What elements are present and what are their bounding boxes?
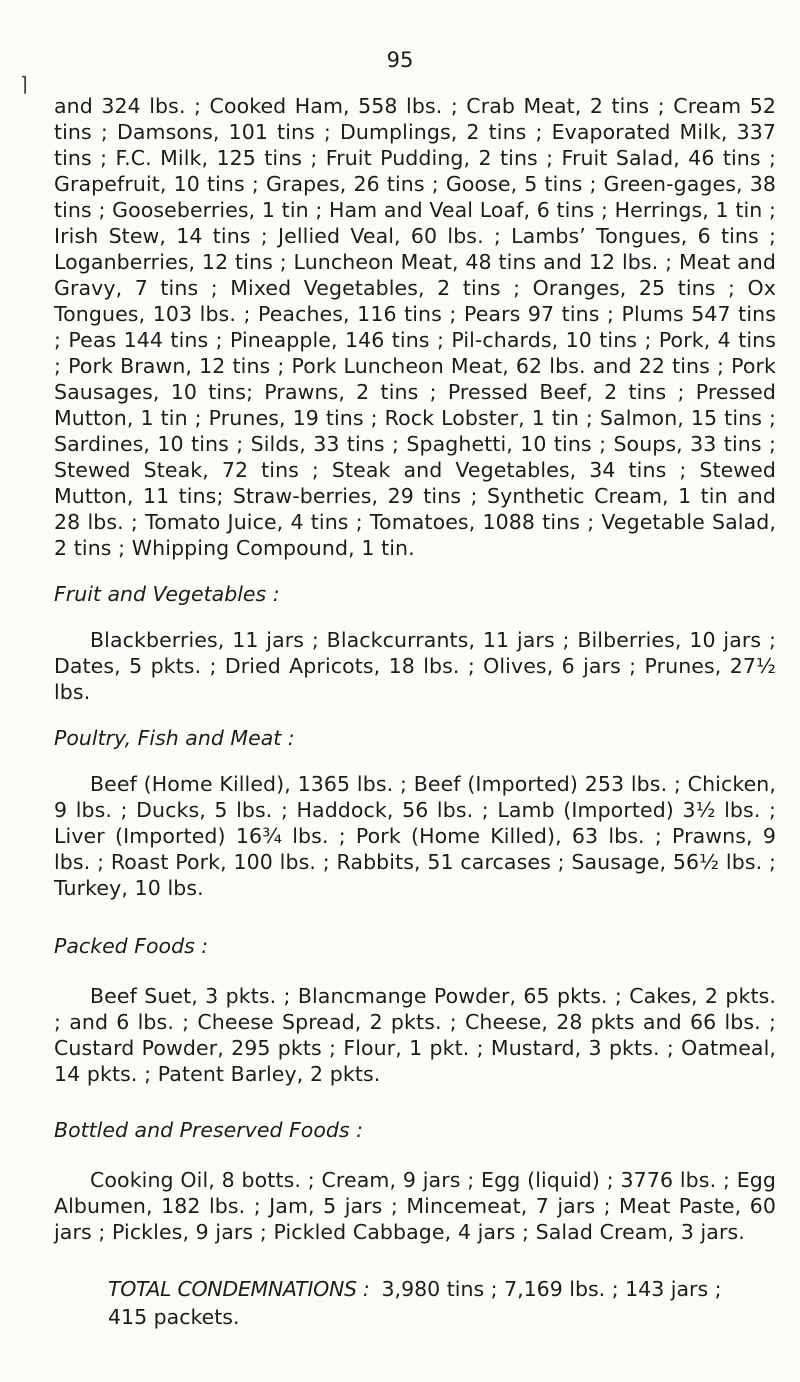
section-body-fruit-vegetables: Blackberries, 11 jars ; Blackcurrants, 11 jars ; Bilberries, 10 jars ; Dates, 5 pkts. ; Dried Apricots, 18 lbs. ; Olives, 6 jars ; Prunes, 27½ lbs. <box>54 628 776 704</box>
section-heading-packed-foods: Packed Foods : <box>54 934 209 958</box>
intro-paragraph: and 324 lbs. ; Cooked Ham, 558 lbs. ; Crab Meat, 2 tins ; Cream 52 tins ; Damsons, 101 tins ; Dumplings, 2 tins ; Evaporated Milk, 337 tins ; F.C. Milk, 125 tins ; Fruit Pudding, 2 tins ; Fruit Salad, 46 tins ; Grapefruit, 10 tins ; Grapes, 26 tins ; Goose, 5 tins ; Green-gages, 38 tins ; Gooseberries, 1 tin ; Ham and Veal Loaf, 6 tins ; Herrings, 1 tin ; Irish Stew, 14 tins ; Jellied Veal, 60 lbs. ; Lambs’ Tongues, 6 tins ; Loganberries, 12 tins ; Luncheon Meat, 48 tins and 12 lbs. ; Meat and Gravy, 7 tins ; Mixed Vegetables, 2 tins ; Oranges, 25 tins ; Ox Tongues, 103 lbs. ; Peaches, 116 tins ; Pears 97 tins ; Plums 547 tins ; Peas 144 tins ; Pineapple, 146 tins ; Pil-chards, 10 tins ; Pork, 4 tins ; Pork Brawn, 12 tins ; Pork Luncheon Meat, 62 lbs. and 22 tins ; Pork Sausages, 10 tins; Prawns, 2 tins ; Pressed Beef, 2 tins ; Pressed Mutton, 1 tin ; Prunes, 19 tins ; Rock Lobster, 1 tin ; Salmon, 15 tins ; Sardines, 10 tins ; Silds, 33 tins ; Spaghetti, 10 tins ; Soups, 33 tins ; Stewed Steak, 72 tins ; Steak and Vegetables, 34 tins ; Stewed Mutton, 11 tins; Straw-berries, 29 tins ; Synthetic Cream, 1 tin and 28 lbs. ; Tomato Juice, 4 tins ; Tomatoes, 1088 tins ; Vegetable Salad, 2 tins ; Whipping Compound, 1 tin. <box>54 94 776 560</box>
total-values-line2: 415 packets. <box>108 1305 240 1329</box>
total-condemnations <box>108 1275 776 1331</box>
margin-mark: ⌉ <box>20 72 28 96</box>
section-heading-fruit-vegetables: Fruit and Vegetables : <box>54 582 280 606</box>
section-body-bottled-preserved: Cooking Oil, 8 botts. ; Cream, 9 jars ; Egg (liquid) ; 3776 lbs. ; Egg Albumen, 182 lbs. ; Jam, 5 jars ; Mincemeat, 7 jars ; Meat Paste, 60 jars ; Pickles, 9 jars ; Pickled Cabbage, 4 jars ; Salad Cream, 3 jars. <box>54 1168 776 1244</box>
section-heading-bottled-preserved: Bottled and Preserved Foods : <box>54 1118 363 1142</box>
total-label: TOTAL CONDEMNATIONS : <box>108 1277 370 1301</box>
section-body-packed-foods: Beef Suet, 3 pkts. ; Blancmange Powder, 65 pkts. ; Cakes, 2 pkts. ; and 6 lbs. ; Cheese Spread, 2 pkts. ; Cheese, 28 pkts and 66 lbs. ; Custard Powder, 295 pkts ; Flour, 1 pkt. ; Mustard, 3 pkts. ; Oatmeal, 14 pkts. ; Patent Barley, 2 pkts. <box>54 984 776 1086</box>
total-values-line1: 3,980 tins ; 7,169 lbs. ; 143 jars ; <box>381 1277 722 1301</box>
section-body-poultry-fish-meat: Beef (Home Killed), 1365 lbs. ; Beef (Imported) 253 lbs. ; Chicken, 9 lbs. ; Ducks, 5 lbs. ; Haddock, 56 lbs. ; Lamb (Imported) 3½ lbs. ; Liver (Imported) 16¾ lbs. ; Pork (Home Killed), 63 lbs. ; Prawns, 9 lbs. ; Roast Pork, 100 lbs. ; Rabbits, 51 carcases ; Sausage, 56½ lbs. ; Turkey, 10 lbs. <box>54 772 776 900</box>
page-number: 95 <box>386 48 414 72</box>
section-heading-poultry-fish-meat: Poultry, Fish and Meat : <box>54 726 295 750</box>
document-body <box>54 93 776 1331</box>
